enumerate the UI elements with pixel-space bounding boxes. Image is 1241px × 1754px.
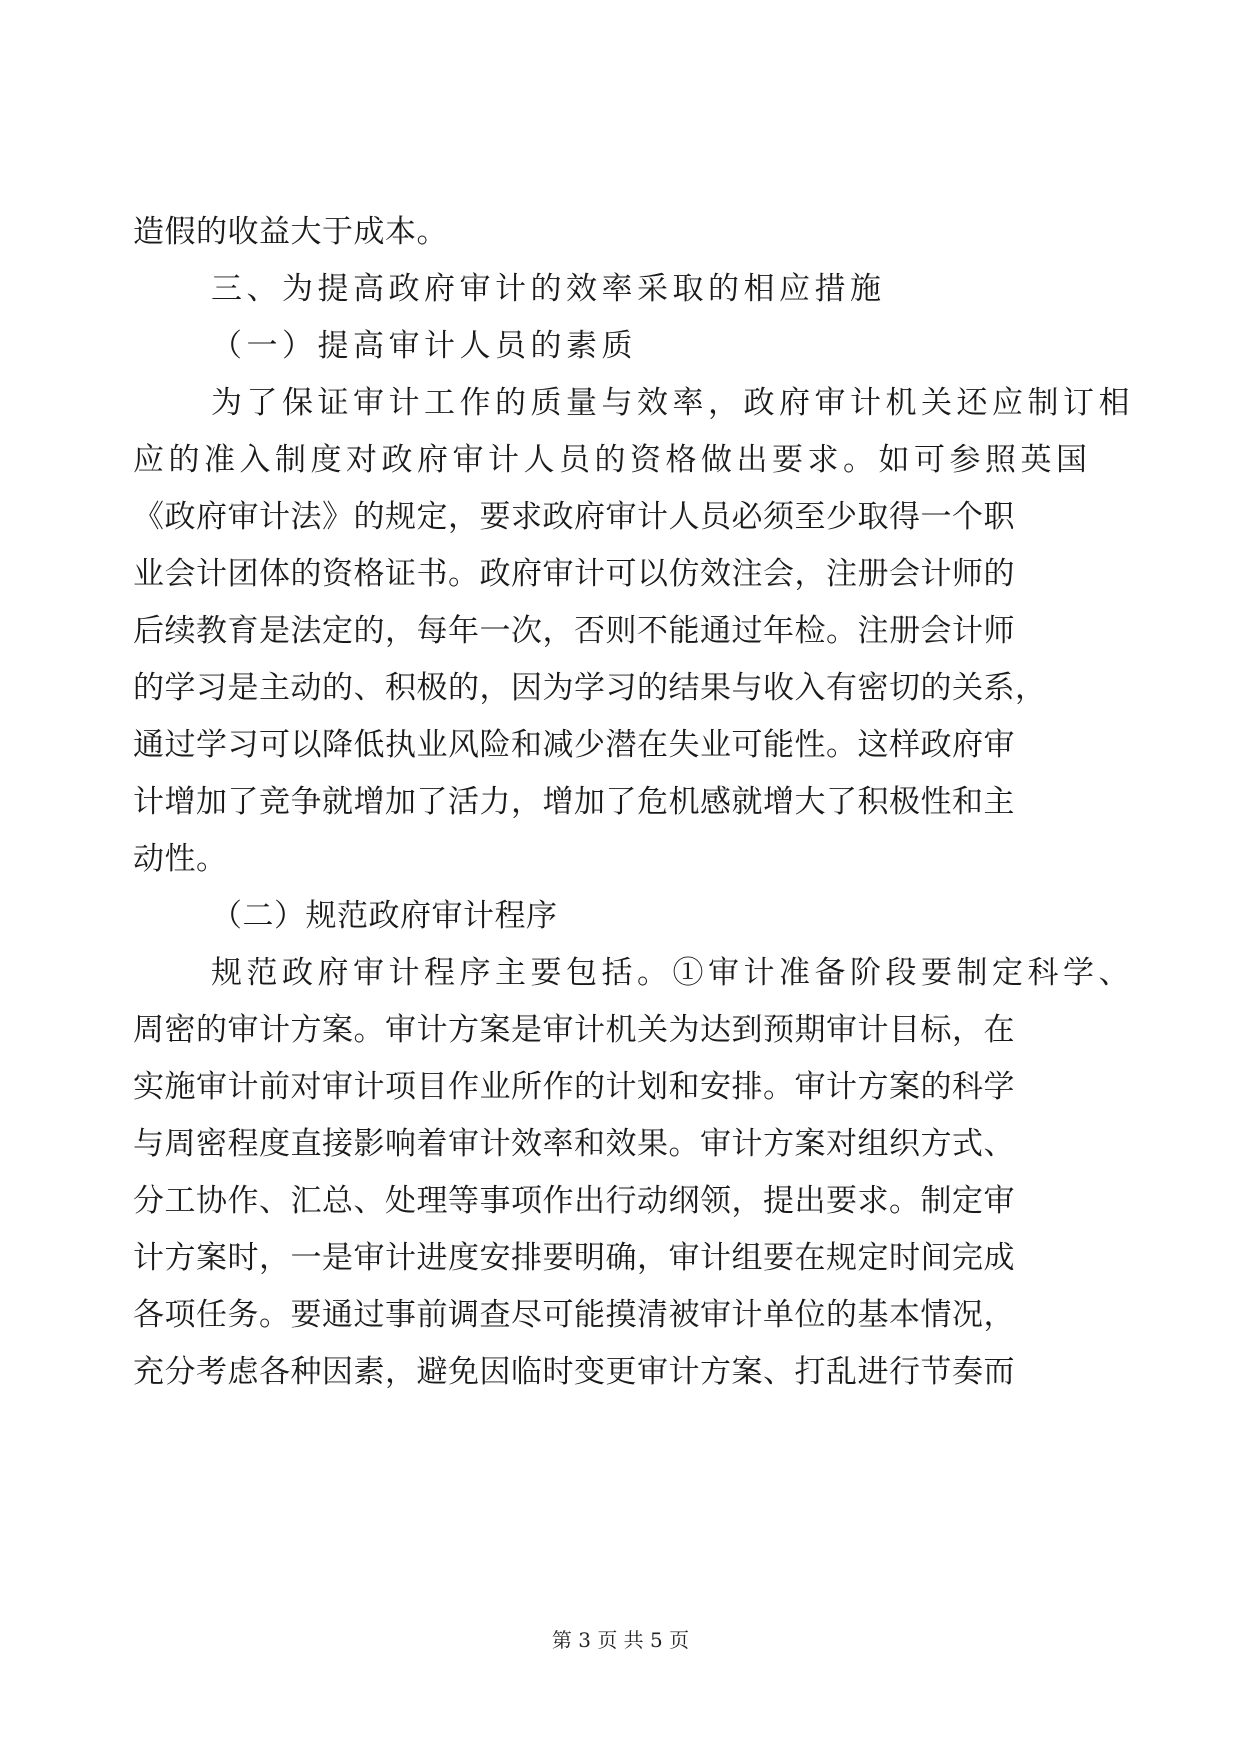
paragraph-line: 计方案时，一是审计进度安排要明确，审计组要在规定时间完成	[133, 1240, 1015, 1276]
paragraph-line: 通过学习可以降低执业风险和减少潜在失业可能性。这样政府审	[133, 727, 1015, 763]
paragraph-line: 的学习是主动的、积极的，因为学习的结果与收入有密切的关系，	[133, 670, 1047, 706]
paragraph-line: 与周密程度直接影响着审计效率和效果。审计方案对组织方式、	[133, 1126, 1015, 1162]
paragraph-line: 分工协作、汇总、处理等事项作出行动纲领，提出要求。制定审	[133, 1183, 1015, 1219]
subsection-heading: （二）规范政府审计程序	[211, 898, 558, 934]
paragraph-line: 为了保证审计工作的质量与效率，政府审计机关还应制订相	[211, 385, 1134, 421]
section-heading: 三、为提高政府审计的效率采取的相应措施	[211, 271, 886, 307]
paragraph-line: 计增加了竞争就增加了活力，增加了危机感就增大了积极性和主	[133, 784, 1015, 820]
paragraph-line: 实施审计前对审计项目作业所作的计划和安排。审计方案的科学	[133, 1069, 1015, 1105]
subsection-heading: （一）提高审计人员的素质	[211, 328, 637, 364]
paragraph-line: 各项任务。要通过事前调查尽可能摸清被审计单位的基本情况，	[133, 1297, 1015, 1333]
paragraph-line: 周密的审计方案。审计方案是审计机关为达到预期审计目标，在	[133, 1012, 1015, 1048]
page-number-footer: 第 3 页 共 5 页	[551, 1628, 690, 1652]
paragraph-line: 应的准入制度对政府审计人员的资格做出要求。如可参照英国	[133, 442, 1092, 478]
paragraph-line: 规范政府审计程序主要包括。①审计准备阶段要制定科学、	[211, 955, 1134, 991]
paragraph-line: 动性。	[133, 841, 228, 877]
paragraph-line: 后续教育是法定的，每年一次，否则不能通过年检。注册会计师	[133, 613, 1015, 649]
text-line: 造假的收益大于成本。	[133, 214, 448, 250]
paragraph-line: 《政府审计法》的规定，要求政府审计人员必须至少取得一个职	[133, 499, 1015, 535]
paragraph-line: 业会计团体的资格证书。政府审计可以仿效注会，注册会计师的	[133, 556, 1015, 592]
paragraph-line: 充分考虑各种因素，避免因临时变更审计方案、打乱进行节奏而	[133, 1354, 1015, 1390]
